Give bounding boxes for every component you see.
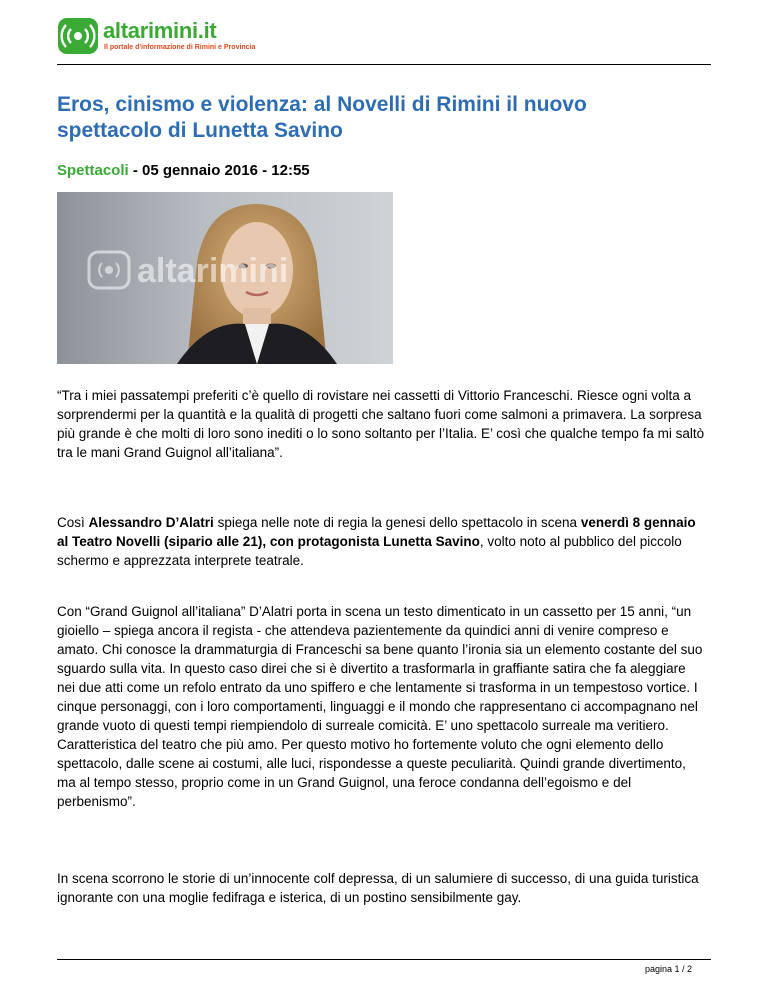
photo-watermark: altarimini bbox=[137, 252, 289, 290]
paragraph-text: , volto noto al pubblico del piccolo schermo e apprezzata interprete teatrale. bbox=[57, 534, 682, 568]
meta-separator: - bbox=[257, 162, 272, 179]
article-photo bbox=[57, 192, 393, 364]
article-paragraph: Con “Grand Guignol all’italiana” D’Alatri porta in scena un testo dimenticato in un cassetto per 15 anni, “un gioiello – spiega ancora il regista - che attendeva pazientemente da quindici anni di venire compreso e amato. Chi conosce la drammaturgia di Franceschi sa bene quanto l’ironia sia un elemento costante del suo sguardo sulla vita. In questo caso direi che si è divertito a trasformarla in graffiante satira che fa aleggiare nei due atti come un refolo entrato da uno spiffero e che lentamente si trasforma in un tempestoso vortice. I cinque personaggi, con i loro comportamenti, linguaggi e il mondo che rappresentano ci accompagnano nel grande vuoto di questi tempi riempiendolo di surreale comicità. E’ uno spettacolo surreale ma veritiero. Caratteristica del teatro che più amo. Per questo motivo ho fortemente voluto che ogni elemento dello spettacolo, dalle scene ai costumi, alle luci, rispondesse a queste peculiarità. Quindi grande divertimento, ma al tempo stesso, proprio come in un Grand Guignol, una feroce condanna dell’egoismo e del perbenismo”. bbox=[57, 604, 703, 809]
event-details: venerdì 8 gennaio al Teatro Novelli (sipario alle 21), con protagonista Lunetta Savino bbox=[57, 515, 696, 549]
meta-separator: - bbox=[128, 162, 143, 179]
page-number: pagina 1 / 2 bbox=[644, 964, 692, 974]
footer-divider bbox=[57, 959, 711, 960]
paragraph-text: spiega nelle note di regia la genesi dello spettacolo in scena bbox=[213, 515, 581, 530]
site-name: altarimini.it bbox=[103, 18, 217, 43]
category-link[interactable]: Spettacoli bbox=[57, 162, 129, 179]
article-meta bbox=[57, 162, 310, 179]
director-name: Alessandro D’Alatri bbox=[88, 515, 214, 530]
article-paragraph: In scena scorrono le storie di un’innocente colf depressa, di un salumiere di successo, di una guida turistica ignorante con una moglie fedifraga e isterica, di un postino sensibilmente gay. bbox=[57, 871, 699, 905]
broadcast-signal-icon bbox=[58, 18, 98, 54]
header-divider bbox=[57, 64, 711, 65]
article-date: 05 gennaio 2016 bbox=[142, 162, 258, 179]
article-title: Eros, cinismo e violenza: al Novelli di Rimini il nuovo spettacolo di Lunetta Savino bbox=[57, 93, 587, 142]
article-paragraph: “Tra i miei passatempi preferiti c’è quello di rovistare nei cassetti di Vittorio Franceschi. Riesce ogni volta a sorprendermi per la quantità e la qualità di progetti che saltano fuori come salmoni a primavera. La sorpresa più grande è che molti di loro sono inediti o lo sono soltanto per l’Italia. E’ così che qualche tempo fa mi saltò tra le mani Grand Guignol all’italiana”. bbox=[57, 388, 705, 460]
article-paragraph bbox=[57, 513, 705, 570]
site-tagline: Il portale d'informazione di Rimini e Provincia bbox=[104, 44, 256, 51]
article-time: 12:55 bbox=[271, 162, 310, 179]
paragraph-text: Così bbox=[57, 515, 89, 530]
site-logo[interactable] bbox=[58, 16, 256, 58]
